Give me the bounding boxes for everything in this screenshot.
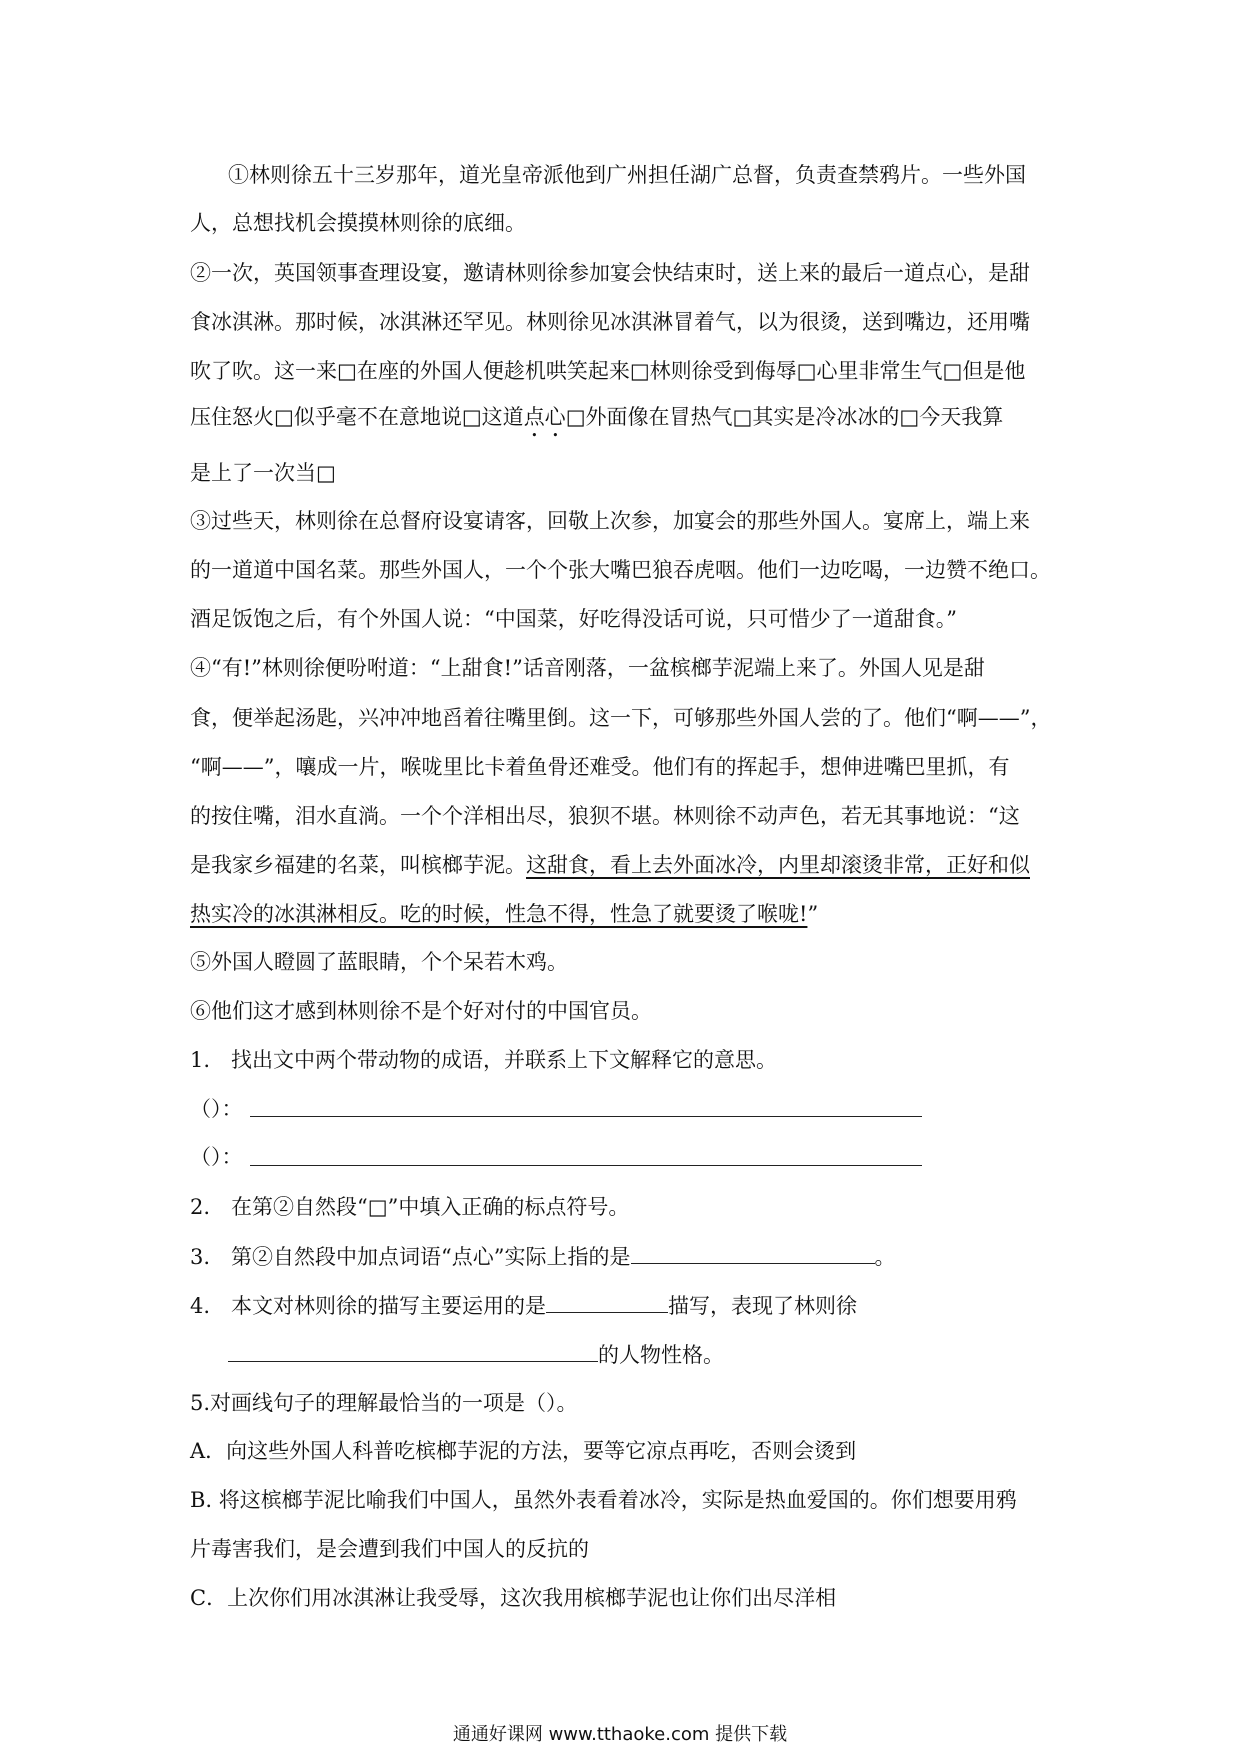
passage-para-2-line-1: ②一次，英国领事查理设宴，邀请林则徐参加宴会快结束时，送上来的最后一道点心，是甜 <box>190 261 1030 285</box>
underlined-sentence: 这甜食，看上去外面冰冷，内里却滚烫非常，正好和似 <box>526 853 1030 877</box>
footer-watermark: 通通好课网 www.tthaoke.com 提供下载 <box>452 1724 788 1745</box>
passage-para-2-line-3: 吹了吹。这一来□在座的外国人便趁机哄笑起来□林则徐受到侮辱□心里非常生气□但是他 <box>190 359 1026 383</box>
question-2: 2. 在第②自然段“□”中填入正确的标点符号。 <box>190 1195 630 1219</box>
option-a[interactable]: A．向这些外国人科普吃槟榔芋泥的方法，要等它凉点再吃，否则会烫到 <box>190 1439 857 1463</box>
question-3-blank[interactable] <box>631 1241 875 1264</box>
passage-para-3-line-1: ③过些天，林则徐在总督府设宴请客，回敬上次参，加宴会的那些外国人。宴席上，端上来 <box>190 509 1030 533</box>
passage-para-2-line-4 <box>190 402 1060 442</box>
question-3-end: 。 <box>874 1245 896 1269</box>
question-1-answer-prefix-2: （）： <box>190 1145 243 1169</box>
text-segment: 是我家乡福建的名菜，叫槟榔芋泥。 <box>190 853 526 877</box>
dotted-word-dianxin: 点心 <box>523 405 566 429</box>
question-4-blank-2[interactable] <box>228 1339 598 1362</box>
passage-para-4-line-4: 的按住嘴，泪水直淌。一个个洋相出尽，狼狈不堪。林则徐不动声色，若无其事地说：“这 <box>190 804 1020 828</box>
question-4-text-b: 描写，表现了林则徐 <box>668 1294 858 1318</box>
question-5: 5.对画线句子的理解最恰当的一项是（）。 <box>190 1391 578 1415</box>
option-b-line-2[interactable]: 片毒害我们，是会遭到我们中国人的反抗的 <box>190 1537 589 1561</box>
passage-para-3-line-2: 的一道道中国名菜。那些外国人，一个个张大嘴巴狼吞虎咽。他们一边吃喝，一边赞不绝口。 <box>190 558 1051 582</box>
passage-para-5: ⑤外国人瞪圆了蓝眼睛，个个呆若木鸡。 <box>190 950 568 974</box>
answer-line-1[interactable] <box>250 1115 922 1117</box>
passage-para-2-line-5: 是上了一次当□ <box>190 461 336 485</box>
text-segment: 压住怒火□似乎毫不在意地说□这道 <box>190 405 524 429</box>
passage-para-4-line-1: ④“有!”林则徐便吩咐道：“上甜食!”话音刚落，一盆槟榔芋泥端上来了。外国人见是甜 <box>190 656 985 680</box>
passage-para-4-line-3: “啊——”，嚷成一片，喉咙里比卡着鱼骨还难受。他们有的挥起手，想伸进嘴巴里抓，有 <box>190 755 1010 779</box>
question-1: 1. 找出文中两个带动物的成语，并联系上下文解释它的意思。 <box>190 1048 778 1072</box>
passage-para-1-line-2: 人，总想找机会摸摸林则徐的底细。 <box>190 211 526 235</box>
passage-para-3-line-3: 酒足饭饱之后，有个外国人说：“中国菜，好吃得没话可说，只可惜少了一道甜食。” <box>190 607 957 631</box>
option-b-line-1[interactable]: B. 将这槟榔芋泥比喻我们中国人，虽然外表看着冰冷，实际是热血爱国的。你们想要用鸦 <box>190 1488 1017 1512</box>
question-4-blank-1[interactable] <box>546 1290 668 1313</box>
text-segment: ” <box>807 902 819 926</box>
question-3 <box>190 1241 1060 1272</box>
text-segment: □外面像在冒热气□其实是冷冰冰的□今天我算 <box>565 405 1004 429</box>
passage-para-1-line-1: ①林则徐五十三岁那年，道光皇帝派他到广州担任湖广总督，负责查禁鸦片。一些外国 <box>228 163 1026 187</box>
option-c[interactable]: C．上次你们用冰淇淋让我受辱，这次我用槟榔芋泥也让你们出尽洋相 <box>190 1586 837 1610</box>
passage-para-4-line-5 <box>190 850 1060 880</box>
passage-para-6: ⑥他们这才感到林则徐不是个好对付的中国官员。 <box>190 999 652 1023</box>
passage-para-4-line-6 <box>190 899 1060 929</box>
question-1-answer-prefix-1: （）： <box>190 1097 243 1121</box>
question-3-text: 3. 第②自然段中加点词语“点心”实际上指的是 <box>190 1245 631 1269</box>
question-4-end: 的人物性格。 <box>598 1343 724 1367</box>
question-4-line-2 <box>228 1339 1098 1370</box>
passage-para-2-line-2: 食冰淇淋。那时候，冰淇淋还罕见。林则徐见冰淇淋冒着气，以为很烫，送到嘴边，还用嘴 <box>190 310 1030 334</box>
question-4-text-a: 4. 本文对林则徐的描写主要运用的是 <box>190 1294 547 1318</box>
underlined-sentence: 热实冷的冰淇淋相反。吃的时候，性急不得，性急了就要烫了喉咙! <box>190 902 808 926</box>
answer-line-2[interactable] <box>250 1164 922 1166</box>
passage-para-4-line-2: 食，便举起汤匙，兴冲冲地舀着往嘴里倒。这一下，可够那些外国人尝的了。他们“啊——”， <box>190 706 1052 730</box>
question-4 <box>190 1290 1060 1321</box>
